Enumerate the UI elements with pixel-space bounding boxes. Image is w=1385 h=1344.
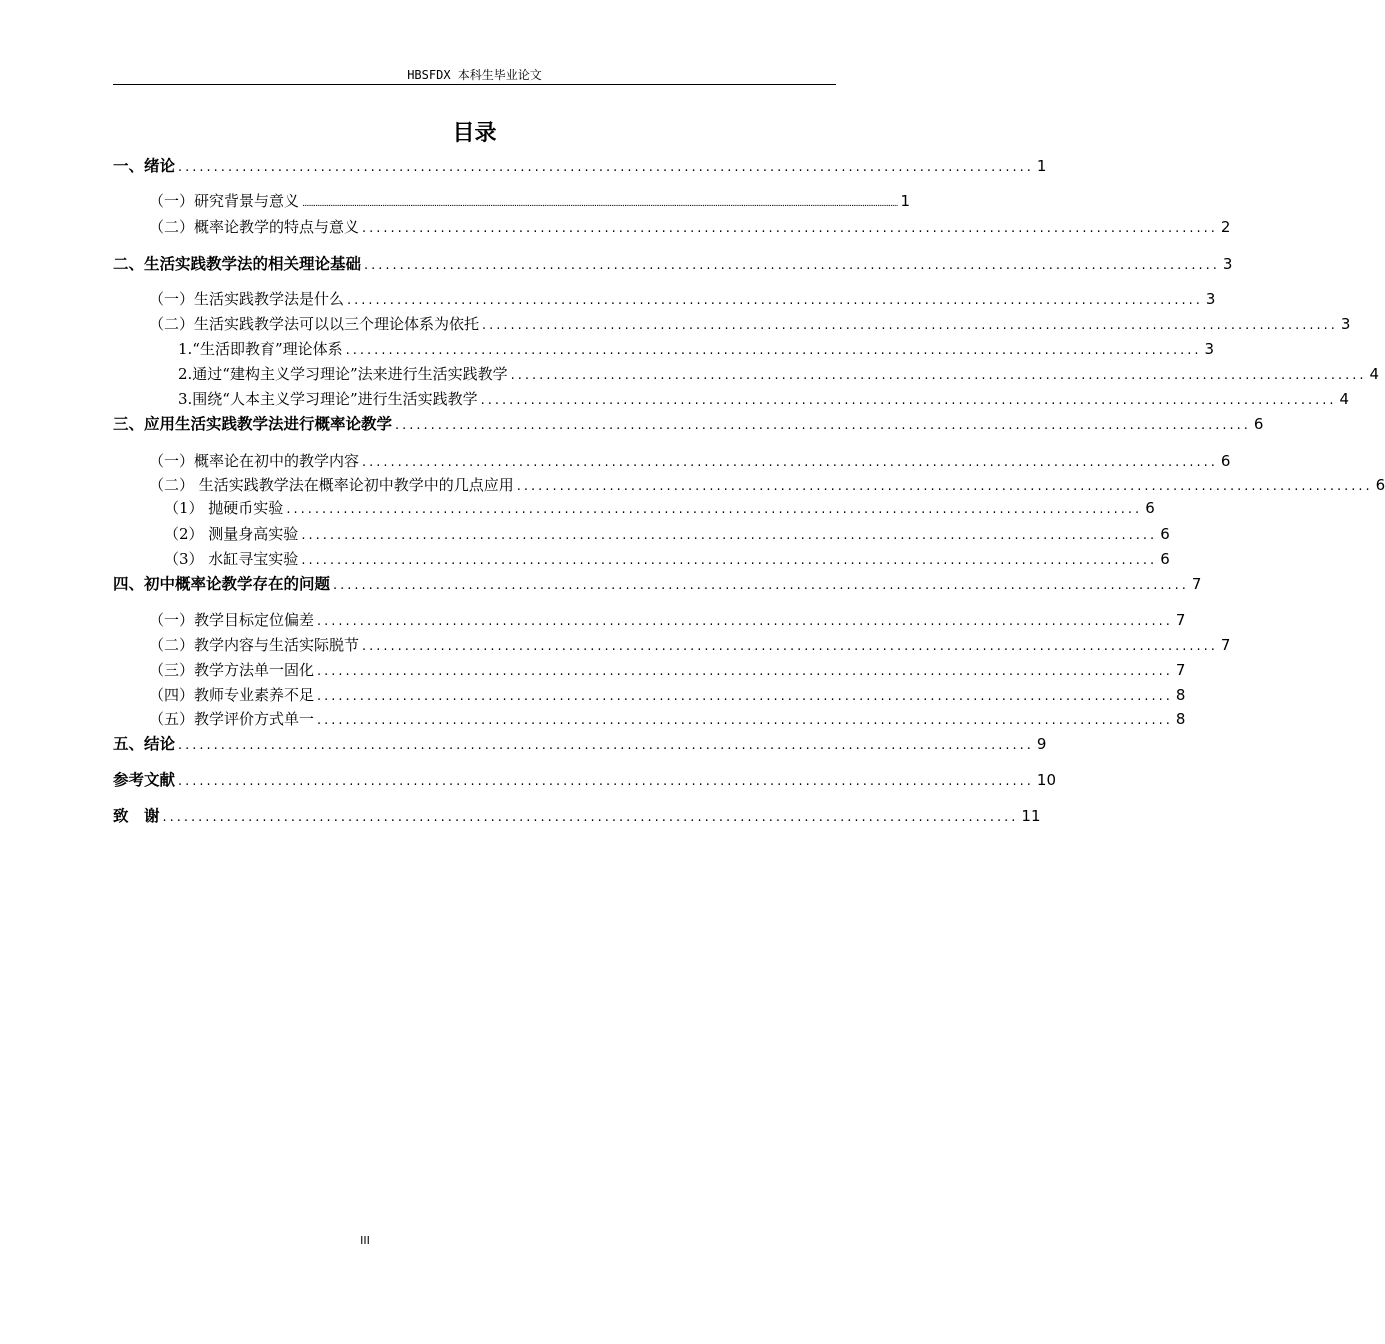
toc-entry[interactable] xyxy=(113,733,1047,755)
toc-entry[interactable] xyxy=(178,363,1380,385)
toc-entry-page: 7 xyxy=(1191,575,1202,593)
toc-entry-title: （二）教学内容与生活实际脱节 xyxy=(149,636,360,654)
dot-leader: ................................................................................................................................................................................................................................................................................................................................ xyxy=(302,199,898,209)
running-header: HBSFDX 本科生毕业论文 xyxy=(407,68,542,82)
toc-entry[interactable] xyxy=(113,573,1202,595)
toc-entry-page: 7 xyxy=(1220,636,1231,654)
toc-entry[interactable] xyxy=(149,634,1231,656)
dot-leader: ........................................................................................................................ xyxy=(178,160,1034,175)
toc-entry-page: 9 xyxy=(1036,735,1047,753)
toc-entry-page: 10 xyxy=(1036,771,1056,789)
toc-entry[interactable] xyxy=(149,684,1186,706)
toc-entry[interactable] xyxy=(164,523,1170,545)
toc-entry-title: （二）概率论教学的特点与意义 xyxy=(149,218,360,236)
toc-entry-page: 8 xyxy=(1175,710,1186,728)
toc-entry-title: （1） 抛硬币实验 xyxy=(164,499,284,517)
toc-entry-title: （二） 生活实践教学法在概率论初中教学中的几点应用 xyxy=(149,476,514,494)
toc-entry-title: （一）研究背景与意义 xyxy=(149,192,300,210)
toc-title: 目录 xyxy=(452,121,497,146)
toc-entry-page: 4 xyxy=(1339,390,1350,408)
toc-entry-page: 1 xyxy=(900,192,911,210)
dot-leader: ........................................................................................................................ xyxy=(482,318,1338,333)
toc-entry[interactable] xyxy=(164,497,1155,519)
toc-entry-page: 6 xyxy=(1220,452,1231,470)
toc-entry-title: （四）教师专业素养不足 xyxy=(149,686,315,704)
dot-leader: ........................................................................................................................ xyxy=(286,502,1143,517)
toc-entry-title: （一）教学目标定位偏差 xyxy=(149,611,315,629)
dot-leader: ........................................................................................................................ xyxy=(178,774,1034,789)
toc-entry[interactable] xyxy=(149,450,1231,472)
dot-leader: ........................................................................................................................ xyxy=(301,528,1158,543)
toc-entry-page: 7 xyxy=(1175,611,1186,629)
toc-entry-page: 6 xyxy=(1145,499,1155,517)
toc-entry-title: （2） 测量身高实验 xyxy=(164,525,299,543)
toc-entry-page: 3 xyxy=(1340,315,1351,333)
toc-entry-page: 3 xyxy=(1204,340,1215,358)
toc-entry-page: 3 xyxy=(1205,290,1216,308)
toc-entry-page: 2 xyxy=(1220,218,1231,236)
dot-leader: ........................................................................................................................ xyxy=(317,713,1173,728)
toc-entry[interactable] xyxy=(178,388,1350,410)
toc-entry-title: 致 谢 xyxy=(113,807,160,825)
toc-entry-page: 1 xyxy=(1036,157,1047,175)
toc-entry-title: （一）生活实践教学法是什么 xyxy=(149,290,345,308)
dot-leader: ........................................................................................................................ xyxy=(362,221,1218,236)
toc-entry[interactable] xyxy=(113,769,1056,791)
dot-leader: ........................................................................................................................ xyxy=(301,553,1158,568)
toc-entry[interactable] xyxy=(113,155,1047,177)
toc-entry-page: 11 xyxy=(1021,807,1041,825)
toc-entry[interactable] xyxy=(149,190,911,212)
dot-leader: ........................................................................................................................ xyxy=(362,455,1218,470)
toc-entry-title: 1.“生活即教育”理论体系 xyxy=(178,340,343,358)
dot-leader: ........................................................................................................................ xyxy=(178,738,1034,753)
toc-entry-page: 6 xyxy=(1160,550,1170,568)
toc-entry[interactable] xyxy=(178,338,1215,360)
toc-entry-page: 3 xyxy=(1222,255,1233,273)
toc-entry-title: （二）生活实践教学法可以以三个理论体系为依托 xyxy=(149,315,480,333)
toc-entry-title: 四、初中概率论教学存在的问题 xyxy=(113,575,331,593)
dot-leader: ........................................................................................................................ xyxy=(395,418,1251,433)
toc-entry-page: 6 xyxy=(1253,415,1264,433)
toc-entry-title: 三、应用生活实践教学法进行概率论教学 xyxy=(113,415,393,433)
page-number: III xyxy=(360,1234,370,1247)
toc-entry[interactable] xyxy=(149,216,1231,238)
toc-entry[interactable] xyxy=(113,413,1264,435)
dot-leader: ........................................................................................................................ xyxy=(347,293,1203,308)
header-rule xyxy=(113,84,836,85)
toc-entry-title: 二、生活实践教学法的相关理论基础 xyxy=(113,255,362,273)
toc-entry-title: （三）教学方法单一固化 xyxy=(149,661,315,679)
toc-entry[interactable] xyxy=(149,288,1216,310)
dot-leader: ........................................................................................................................ xyxy=(516,479,1373,494)
toc-entry-title: （五）教学评价方式单一 xyxy=(149,710,315,728)
toc-entry[interactable] xyxy=(113,253,1233,275)
toc-entry-page: 6 xyxy=(1375,476,1385,494)
toc-entry[interactable] xyxy=(149,659,1186,681)
toc-entry-page: 4 xyxy=(1369,365,1380,383)
toc-entry-page: 7 xyxy=(1175,661,1186,679)
toc-entry[interactable] xyxy=(149,313,1351,335)
toc-entry-title: 参考文献 xyxy=(113,771,176,789)
toc-entry[interactable] xyxy=(149,708,1186,730)
dot-leader: ........................................................................................................................ xyxy=(362,639,1218,654)
toc-entry[interactable] xyxy=(113,805,1041,827)
dot-leader: ........................................................................................................................ xyxy=(333,578,1189,593)
toc-entry-title: 3.围绕“人本主义学习理论”进行生活实践教学 xyxy=(178,390,478,408)
dot-leader: ........................................................................................................................ xyxy=(510,368,1367,383)
dot-leader: ........................................................................................................................ xyxy=(162,810,1019,825)
dot-leader: ........................................................................................................................ xyxy=(345,343,1202,358)
toc-entry-page: 6 xyxy=(1160,525,1170,543)
toc-entry[interactable] xyxy=(164,548,1170,570)
dot-leader: ........................................................................................................................ xyxy=(317,664,1173,679)
toc-entry-title: 一、绪论 xyxy=(113,157,176,175)
dot-leader: ........................................................................................................................ xyxy=(317,614,1173,629)
dot-leader: ........................................................................................................................ xyxy=(480,393,1337,408)
dot-leader: ........................................................................................................................ xyxy=(364,258,1220,273)
toc-entry-title: 五、结论 xyxy=(113,735,176,753)
toc-entry-title: （一）概率论在初中的教学内容 xyxy=(149,452,360,470)
dot-leader: ........................................................................................................................ xyxy=(317,689,1173,704)
toc-entry-title: 2.通过“建构主义学习理论”法来进行生活实践教学 xyxy=(178,365,508,383)
toc-entry[interactable] xyxy=(149,474,1385,496)
toc-entry-page: 8 xyxy=(1175,686,1186,704)
toc-entry-title: （3） 水缸寻宝实验 xyxy=(164,550,299,568)
toc-entry[interactable] xyxy=(149,609,1186,631)
